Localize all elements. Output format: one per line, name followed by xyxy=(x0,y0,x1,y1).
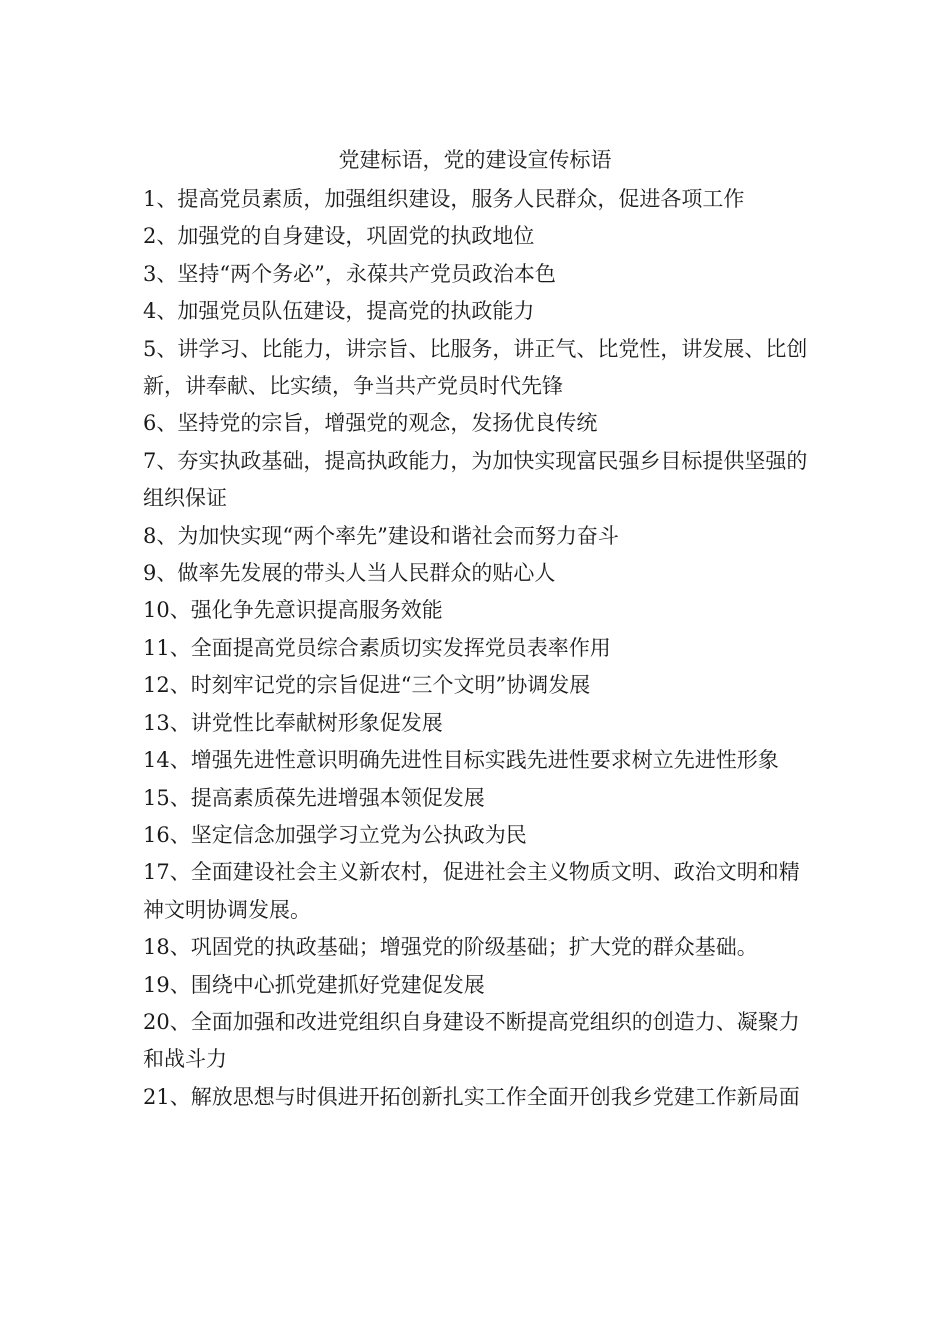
slogan-item: 16、坚定信念加强学习立党为公执政为民 xyxy=(143,822,527,847)
slogan-item: 21、解放思想与时俱进开拓创新扎实工作全面开创我乡党建工作新局面 xyxy=(143,1084,800,1109)
slogan-item: 13、讲党性比奉献树形象促发展 xyxy=(143,710,443,735)
slogan-item: 12、时刻牢记党的宗旨促进“三个文明”协调发展 xyxy=(143,673,591,698)
slogan-item: 2、加强党的自身建设，巩固党的执政地位 xyxy=(143,224,535,249)
slogan-item: 7、夯实执政基础，提高执政能力，为加快实现富民强乡目标提供坚强的组织保证 xyxy=(143,448,808,511)
slogan-item: 15、提高素质葆先进增强本领促发展 xyxy=(143,785,485,810)
document-title: 党建标语，党的建设宣传标语 xyxy=(338,148,612,172)
slogan-item: 17、全面建设社会主义新农村，促进社会主义物质文明、政治文明和精神文明协调发展。 xyxy=(143,860,800,922)
slogan-list xyxy=(143,181,813,1116)
slogan-item: 6、坚持党的宗旨，增强党的观念，发扬优良传统 xyxy=(143,411,598,436)
slogan-item: 5、讲学习、比能力，讲宗旨、比服务，讲正气、比党性，讲发展、比创新，讲奉献、比实绩，争当共产党员时代先锋 xyxy=(143,336,808,399)
slogan-item: 11、全面提高党员综合素质切实发挥党员表率作用 xyxy=(143,635,611,660)
slogan-item: 18、巩固党的执政基础；增强党的阶级基础；扩大党的群众基础。 xyxy=(143,935,758,960)
slogan-item: 3、坚持“两个务必”，永葆共产党员政治本色 xyxy=(143,261,556,286)
slogan-item: 1、提高党员素质，加强组织建设，服务人民群众，促进各项工作 xyxy=(143,187,745,211)
slogan-item: 20、全面加强和改进党组织自身建设不断提高党组织的创造力、凝聚力和战斗力 xyxy=(143,1009,800,1072)
slogan-item: 4、加强党员队伍建设，提高党的执政能力 xyxy=(143,299,535,324)
slogan-item: 10、强化争先意识提高服务效能 xyxy=(143,598,443,623)
slogan-item: 14、增强先进性意识明确先进性目标实践先进性要求树立先进性形象 xyxy=(143,748,779,773)
slogan-item: 9、做率先发展的带头人当人民群众的贴心人 xyxy=(143,561,556,586)
slogan-item: 8、为加快实现“两个率先”建设和谐社会而努力奋斗 xyxy=(143,523,619,548)
slogan-item: 19、围绕中心抓党建抓好党建促发展 xyxy=(143,972,485,997)
